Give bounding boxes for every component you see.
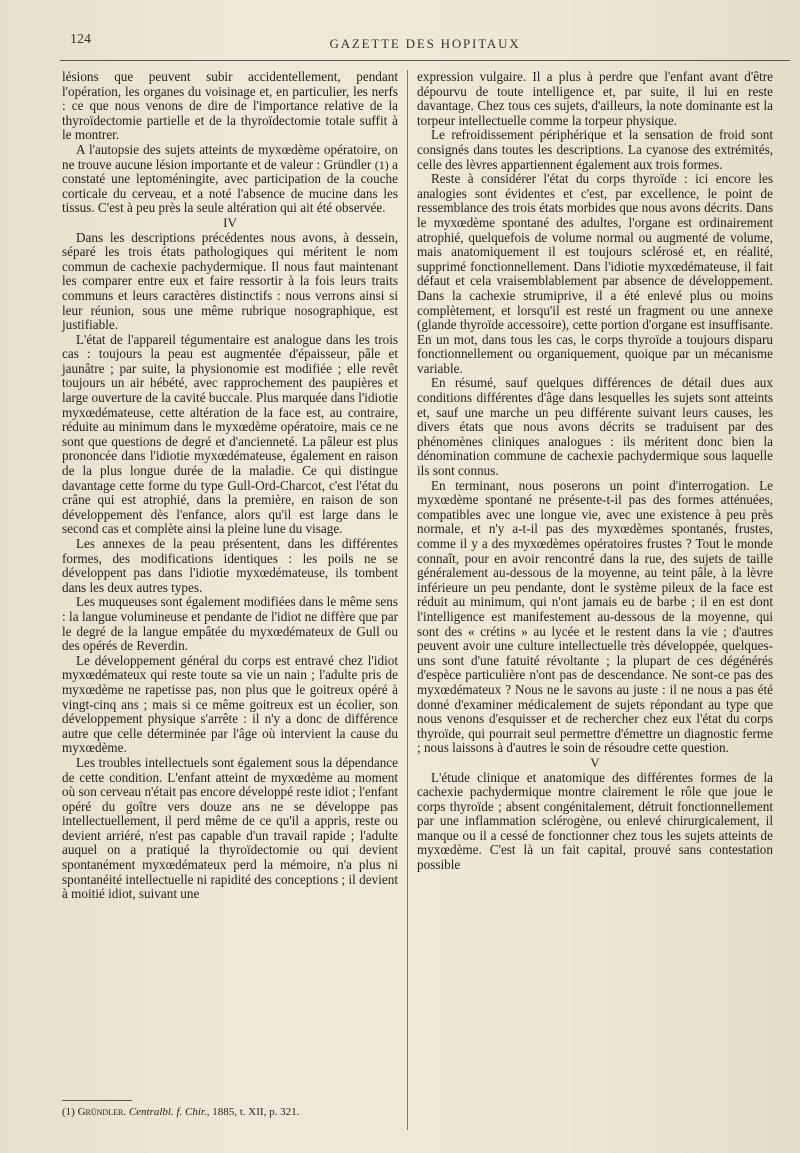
- section-heading: V: [590, 754, 600, 770]
- footnote: (1) Gründler. Centralbl. f. Chir., 1885, t. XII, p. 321.: [62, 1106, 300, 1118]
- paragraph: L'état de l'appareil tégumentaire est analogue dans les trois cas : toujours la peau est augmentée d'épaisseur, pâle et jaunâtre ; par suite, la physionomie est modifiée ; elle revêt toujours un air hébété, avec rapprochement des paupières et large ouverture de la cavité buccale. Plus marquée dans l'idiotie myxœdémateuse, cette altération de la face est, au contraire, réduite au minimum dans le myxœdème opératoire, mais ce ne sont que questions de degré et d'ancienneté. La pâleur est plus prononcée dans l'idiotie myxœdémateuse, également en raison de la plus longue durée de la maladie. Ce qui distingue davantage cette forme du type Gull-Ord-Charcot, c'est l'état du crâne qui est atrophié, dans la première, en raison de son développement dès l'enfance, alors qu'il est large dans le second cas et complète ainsi la pleine lune du visage.: [62, 331, 398, 537]
- paragraph-text: A l'autopsie des sujets atteints de myxœdème opératoire, on ne trouve aucune lésion importante et de valeur : Gründler: [62, 141, 398, 172]
- page-header: [60, 28, 790, 56]
- paragraph-text: a constaté une leptoméningite, avec participation de la couche corticale du cerveau, et a noté l'absence de mucine dans les tissus. C'est à peu près la seule altération qui ait été observée.: [62, 156, 398, 216]
- footnote-author: Gründler: [77, 1106, 124, 1118]
- paragraph: L'étude clinique et anatomique des différentes formes de la cachexie pachydermique montre clairement le rôle que joue le corps thyroïde ; absent congénitalement, détruit fonctionnellement par une inflammation sclérogène, ou enlevé chirurgicalement, il manque ou il a cessé de fonctionner chez tous les sujets atteints de myxœdème. C'est là un fait capital, prouvé sans contestation possible: [417, 769, 773, 873]
- running-title: GAZETTE DES HOPITAUX: [329, 36, 521, 51]
- page-number: 124: [70, 32, 91, 47]
- paragraph: Les troubles intellectuels sont également sous la dépendance de cette condition. L'enfant atteint de myxœdème au moment où son cerveau n'était pas encore développé reste idiot ; l'enfant opéré du goître vers douze ans ne se développe pas intellectuellement, il perd même de ce qu'il a appris, reste ou devient arriéré, n'est pas capable d'un travail rapide ; l'adulte auquel on a pratiqué la thyroïdectomie ou qui devient spontanément myxœdémateux perd la mémoire, n'a plus ni spontanéité intellectuelle ni rapidité des conceptions ; il devient à moitié idiot, suivant une: [62, 754, 398, 902]
- right-column: [417, 70, 773, 1135]
- paragraph: Le développement général du corps est entravé chez l'idiot myxœdémateux qui reste toute sa vie un nain ; l'adulte pris de myxœdème ne rapetisse pas, non plus que le goitreux opéré à vingt-cinq ans ; mais si ce même goitreux est un écolier, son développement physique s'arrête : il n'y a donc de différence autre que celle déterminée par l'âge où intervient la cause du myxœdème.: [62, 652, 398, 756]
- paragraph: Reste à considérer l'état du corps thyroïde : ici encore les analogies sont évidentes et c'est, par excellence, le point de ressemblance des trois états morbides que nous avons décrits. Dans le myxœdème spontané des adultes, l'organe est ordinairement atrophié, quelquefois de volume normal ou augmenté de volume, mais anatomiquement il est toujours sclérosé et, en réalité, supprimé fonctionnellement. Dans l'idiotie myxœdémateuse, il fait défaut et cela vraisemblablement par absence de développement. Dans la cachexie strumiprive, il a été enlevé plus ou moins complètement, et lorsqu'il est resté un fragment ou une annexe (glande thyroïde accessoire), cette portion d'organe est insuffisante. En un mot, dans tous les cas, le corps thyroïde a toujours disparu fonctionnellement ou organiquement, quoique par un mécanisme variable.: [417, 171, 773, 376]
- paragraph: expression vulgaire. Il a plus à perdre que l'enfant avant d'être dépourvu de toute intelligence et, par suite, il lui en reste davantage. Chez tous ces sujets, d'ailleurs, la note dominante est la torpeur intellectuelle comme la torpeur physique.: [417, 69, 773, 128]
- column-divider: [407, 70, 408, 1130]
- section-heading: IV: [223, 214, 237, 230]
- paragraph: Dans les descriptions précédentes nous avons, à dessein, séparé les trois états pathologiques qui méritent le nom commun de cachexie pachydermique. Il nous faut maintenant les comparer entre eux et faire ressortir à la fois leurs traits communs et leurs caractères distinctifs : nous verrons ainsi si leur réunion, sous une même rubrique nosographique, est justifiable.: [62, 229, 398, 333]
- paragraph: Le refroidissement périphérique et la sensation de froid sont consignés dans toutes les descriptions. La cyanose des extrémités, celle des lèvres appartiennent également aux trois formes.: [417, 127, 773, 172]
- footnote-reference[interactable]: (1): [374, 157, 389, 172]
- paragraph: Les annexes de la peau présentent, dans les différentes formes, des modifications identiques : les poils ne se développent pas dans l'idiotie myxœdémateuse, ils tombent dans les deux autres types.: [62, 536, 398, 595]
- paragraph: lésions que peuvent subir accidentellement, pendant l'opération, les organes du voisinage et, en particulier, les nerfs : ce que nous venons de dire de l'importance relative de la thyroïdectomie partielle et de la thyroïdectomie totale suffit à le montrer.: [62, 69, 398, 143]
- paragraph: [62, 143, 398, 216]
- paragraph: Les muqueuses sont également modifiées dans le même sens : la langue volumineuse et pendante de l'idiot ne diffère que par le degré de la langue empâtée du myxœdémateux de Gull ou des opérés de Reverdin.: [62, 594, 398, 654]
- left-column: [62, 70, 398, 1100]
- footnote-details: , 1885, t. XII, p. 321.: [206, 1106, 300, 1118]
- footnote-number: (1): [62, 1106, 75, 1118]
- footnote-rule: [62, 1100, 132, 1101]
- footnote-journal: Centralbl. f. Chir.: [128, 1106, 207, 1118]
- paragraph: En terminant, nous poserons un point d'interrogation. Le myxœdème spontané ne présente-t-il pas des formes atténuées, compatibles avec une longue vie, avec une existence à peu près normale, et n'y a-t-il pas des myxœdèmes spontanés, frustes, comme il y a des myxœdèmes opératoires frustes ? Tout le monde connaît, pour en avoir rencontré dans la rue, des sujets de taille généralement au-dessous de la moyenne, au teint pâle, à la lèvre inférieure un peu pendante, dont le système pileux de la face est réduit au minimum, qui n'ont jamais eu de barbe ; il en est dont l'intelligence est manifestement au-dessous de la moyenne, qui sont des « crétins » au lycée et le restent dans la vie ; d'autres peuvent avoir une culture intellectuelle très développée, quelques-uns sont d'une fatuité révoltante ; la plupart de ces dégénérés d'espèce particulière n'ont pas de descendance. Ne sont-ce pas des myxœdémateux ? Nous ne le savons au juste : il ne nous a pas été donné d'examiner médicalement de sujets répondant au type que nous venons d'esquisser et de rechercher chez eux l'état du corps thyroïde, qui pourrait seul permettre d'émettre un diagnostic ferme ; nous laissons à d'autres le soin de résoudre cette question.: [417, 477, 773, 756]
- paragraph: En résumé, sauf quelques différences de détail dues aux conditions différentes d'âge dans lesquelles les sujets sont atteints et, sauf une marche un peu différente suivant leurs causes, les divers états que nous avons décrits se traduisent par des phénomènes cliniques analogues : ils méritent donc bien la dénomination commune de cachexie pachydermique sous laquelle ils sont connus.: [417, 375, 773, 479]
- header-rule: [60, 60, 790, 61]
